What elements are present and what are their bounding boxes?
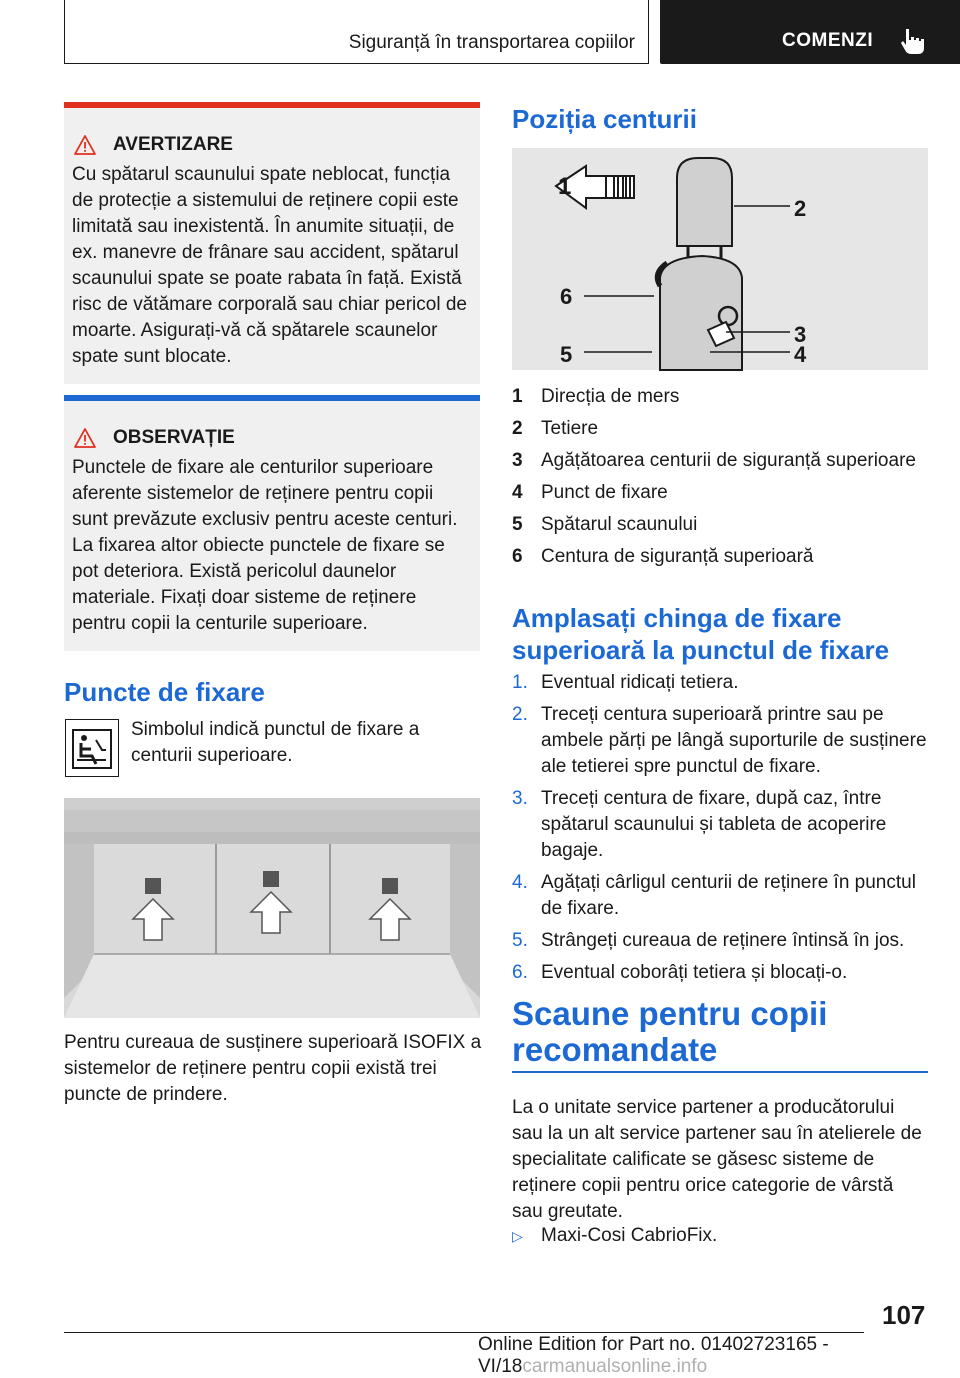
step-number: 5. <box>512 930 528 951</box>
tab-comenzi[interactable] <box>660 0 960 64</box>
note-box <box>64 395 480 651</box>
recommended-item <box>512 1225 717 1247</box>
anchor-points-heading: Puncte de fixare <box>64 677 265 707</box>
legend-text: Centura de siguranță superioară <box>541 546 814 567</box>
isofix-anchor-symbol-icon <box>65 719 119 777</box>
legend-text: Direcția de mers <box>541 386 680 407</box>
legend-text: Tetiere <box>541 418 599 439</box>
figure-label-1: 1 <box>558 173 572 200</box>
legend-item <box>512 509 932 541</box>
legend-item <box>512 381 932 413</box>
trunk-anchor-points-image <box>64 798 480 1018</box>
caution-triangle-icon <box>74 428 96 448</box>
legend-number: 2 <box>512 418 523 439</box>
step-text: Strângeți cureaua de reținere întinsă în jos. <box>541 930 905 951</box>
warning-triangle-icon <box>74 135 96 155</box>
recommended-item-text: Maxi-Cosi CabrioFix. <box>541 1225 718 1246</box>
legend-item <box>512 413 932 445</box>
recommended-paragraph: La o unitate service partener a producătorului sau la un alt service partener sau în atelierele de specialitate calificate se găsesc sisteme de reținere copii pentru orice categorie de vârstă sau greutate. <box>512 1097 922 1222</box>
footer-watermark: carmanualsonline.info <box>522 1356 708 1377</box>
heading-divider <box>512 1071 928 1073</box>
legend-number: 1 <box>512 386 523 407</box>
legend-item <box>512 445 932 477</box>
figure-label-4: 4 <box>794 342 807 367</box>
step-text: Eventual ridicați tetiera. <box>541 672 739 693</box>
warning-text: Cu spătarul scaunului spate neblocat, funcția de protecție a sistemului de reținere copii este limitată sau inexistentă. În anumite situații, de ex. manevre de frânare sau accident, spătarul scaunului spate se poate rabata în față. Există risc de vătămare corporală sau chiar pericol de moarte. Asigurați-vă că spătarele scaunelor spate sunt blocate. <box>72 164 467 367</box>
attach-heading-line1: Amplasați chinga de fixare <box>512 603 842 633</box>
warning-bar <box>64 102 480 108</box>
footer-divider <box>64 1332 864 1333</box>
pointing-hand-icon <box>897 26 927 56</box>
figure-label-5: 5 <box>560 342 573 367</box>
step-text: Agățați cârligul centurii de reținere în punctul de fixare. <box>541 872 916 919</box>
warning-title: AVERTIZARE <box>113 134 233 155</box>
belt-position-diagram <box>512 148 928 370</box>
recommended-heading-line1: Scaune pentru copii <box>512 995 828 1032</box>
figure-label-3: 3 <box>794 322 807 347</box>
step-number: 2. <box>512 704 528 725</box>
tab-comenzi-label: COMENZI <box>782 30 874 51</box>
isofix-paragraph: Pentru cureaua de susținere superioară ISOFIX a sistemelor de reținere pentru copii există trei puncte de prindere. <box>64 1032 482 1105</box>
attach-steps-list <box>512 670 932 992</box>
step-item <box>512 960 932 986</box>
recommended-heading-line2: recomandate <box>512 1031 718 1068</box>
step-item <box>512 870 932 922</box>
legend-number: 5 <box>512 514 523 535</box>
footer-edition <box>478 1334 960 1378</box>
legend-text: Punct de fixare <box>541 482 668 503</box>
legend-number: 6 <box>512 546 523 567</box>
bullet-triangle-icon: ▷ <box>512 1228 523 1244</box>
warning-box <box>64 102 480 384</box>
step-text: Treceți centura de fixare, după caz, între spătarul scaunului și tableta de acoperire bagaje. <box>541 788 887 861</box>
legend-text: Spătarul scaunului <box>541 514 698 535</box>
figure-label-2: 2 <box>794 196 807 221</box>
step-number: 1. <box>512 672 528 693</box>
figure-legend <box>512 381 932 573</box>
step-item <box>512 670 932 696</box>
step-item <box>512 702 932 780</box>
step-text: Eventual coborâți tetiera și blocați-o. <box>541 962 848 983</box>
step-number: 4. <box>512 872 528 893</box>
legend-number: 4 <box>512 482 523 503</box>
legend-item <box>512 541 932 573</box>
note-text: Punctele de fixare ale centurilor superioare aferente sistemelor de reținere pentru copii sunt prevăzute exclusiv pentru aceste centuri. La fixarea altor obiecte punctele de fixare se pot deteriora. Există pericolul daunelor materiale. Fixați doar sisteme de reținere pentru copii la centurile superioare. <box>72 457 458 634</box>
step-item <box>512 786 932 864</box>
section-title: Siguranță în transportarea copiilor <box>348 32 635 53</box>
footer-edition-text: Online Edition for Part no. 01402723165 - VI/18 <box>478 1334 829 1377</box>
note-bar <box>64 395 480 401</box>
page-number: 107 <box>882 1300 926 1330</box>
legend-text: Agățătoarea centurii de siguranță superioare <box>541 450 916 471</box>
step-text: Treceți centura superioară printre sau pe ambele părți pe lângă suporturile de susținere ale tetierei spre punctul de fixare. <box>541 704 927 777</box>
step-item <box>512 928 932 954</box>
legend-number: 3 <box>512 450 523 471</box>
figure-label-6: 6 <box>560 284 573 309</box>
belt-position-heading: Poziția centurii <box>512 104 697 134</box>
note-title: OBSERVAȚIE <box>113 427 235 448</box>
step-number: 6. <box>512 962 528 983</box>
step-number: 3. <box>512 788 528 809</box>
attach-heading-line2: superioară la punctul de fixare <box>512 635 890 665</box>
symbol-description: Simbolul indică punctul de fixare a centurii superioare. <box>131 719 420 766</box>
legend-item <box>512 477 932 509</box>
